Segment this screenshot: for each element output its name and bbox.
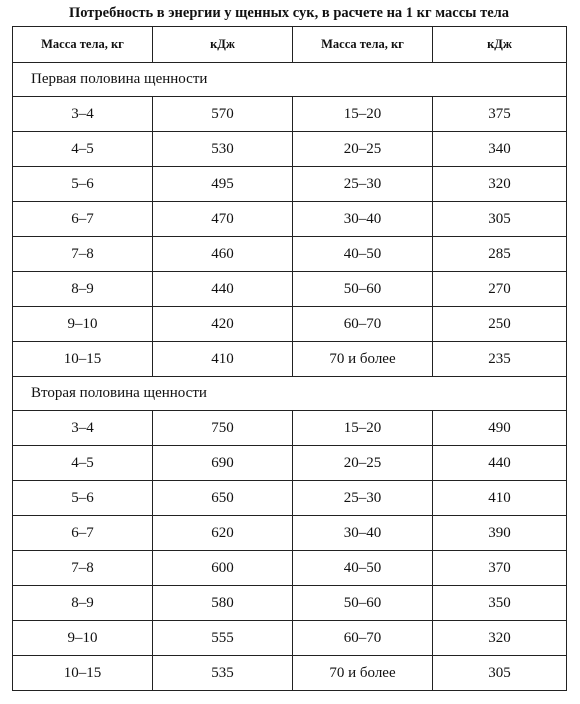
cell-body-mass-right: 70 и более <box>293 656 433 691</box>
cell-kj-right: 370 <box>433 551 567 586</box>
table-row <box>13 516 567 551</box>
cell-body-mass-right: 25–30 <box>293 167 433 202</box>
cell-body-mass-left: 4–5 <box>13 446 153 481</box>
cell-kj-right: 285 <box>433 237 567 272</box>
cell-kj-right: 340 <box>433 132 567 167</box>
header-body-mass-left: Масса тела, кг <box>13 27 153 63</box>
cell-kj-right: 305 <box>433 656 567 691</box>
cell-kj-right: 490 <box>433 411 567 446</box>
table-row <box>13 446 567 481</box>
header-row <box>13 27 567 63</box>
cell-body-mass-right: 70 и более <box>293 342 433 377</box>
cell-body-mass-left: 7–8 <box>13 551 153 586</box>
cell-kj-left: 495 <box>153 167 293 202</box>
cell-kj-left: 580 <box>153 586 293 621</box>
cell-body-mass-left: 3–4 <box>13 411 153 446</box>
cell-body-mass-right: 50–60 <box>293 272 433 307</box>
table-row <box>13 272 567 307</box>
table-title: Потребность в энергии у щенных сук, в расчете на 1 кг массы тела <box>68 5 510 21</box>
cell-body-mass-left: 9–10 <box>13 621 153 656</box>
table-row <box>13 586 567 621</box>
cell-kj-left: 440 <box>153 272 293 307</box>
cell-kj-right: 350 <box>433 586 567 621</box>
section-label: Вторая половина щенности <box>13 377 567 411</box>
cell-kj-left: 470 <box>153 202 293 237</box>
cell-kj-right: 410 <box>433 481 567 516</box>
cell-body-mass-left: 7–8 <box>13 237 153 272</box>
energy-requirements-table <box>12 26 567 691</box>
table-row <box>13 551 567 586</box>
cell-body-mass-left: 5–6 <box>13 167 153 202</box>
table-row <box>13 202 567 237</box>
cell-kj-left: 570 <box>153 97 293 132</box>
cell-body-mass-right: 30–40 <box>293 202 433 237</box>
cell-body-mass-right: 40–50 <box>293 237 433 272</box>
cell-kj-left: 750 <box>153 411 293 446</box>
table-row <box>13 411 567 446</box>
cell-body-mass-right: 20–25 <box>293 446 433 481</box>
section-row <box>13 377 567 411</box>
cell-kj-right: 390 <box>433 516 567 551</box>
cell-kj-right: 235 <box>433 342 567 377</box>
section-label: Первая половина щенности <box>13 63 567 97</box>
section-row <box>13 63 567 97</box>
header-kj-left: кДж <box>153 27 293 63</box>
table-row <box>13 307 567 342</box>
cell-kj-left: 600 <box>153 551 293 586</box>
table-row <box>13 132 567 167</box>
cell-body-mass-left: 8–9 <box>13 272 153 307</box>
cell-body-mass-left: 10–15 <box>13 656 153 691</box>
table-row <box>13 167 567 202</box>
cell-body-mass-right: 50–60 <box>293 586 433 621</box>
table-row <box>13 342 567 377</box>
table-row <box>13 237 567 272</box>
table-row <box>13 621 567 656</box>
cell-body-mass-right: 25–30 <box>293 481 433 516</box>
cell-kj-left: 650 <box>153 481 293 516</box>
header-body-mass-right: Масса тела, кг <box>293 27 433 63</box>
cell-kj-left: 620 <box>153 516 293 551</box>
cell-kj-left: 535 <box>153 656 293 691</box>
cell-body-mass-left: 4–5 <box>13 132 153 167</box>
table-row <box>13 97 567 132</box>
table-row <box>13 656 567 691</box>
cell-kj-right: 320 <box>433 621 567 656</box>
cell-kj-left: 420 <box>153 307 293 342</box>
cell-body-mass-right: 40–50 <box>293 551 433 586</box>
cell-kj-right: 270 <box>433 272 567 307</box>
cell-kj-right: 440 <box>433 446 567 481</box>
table-body <box>13 63 567 691</box>
cell-kj-right: 320 <box>433 167 567 202</box>
cell-kj-right: 375 <box>433 97 567 132</box>
cell-body-mass-left: 9–10 <box>13 307 153 342</box>
cell-body-mass-left: 6–7 <box>13 202 153 237</box>
cell-kj-left: 410 <box>153 342 293 377</box>
cell-body-mass-right: 20–25 <box>293 132 433 167</box>
cell-kj-right: 250 <box>433 307 567 342</box>
cell-kj-left: 530 <box>153 132 293 167</box>
cell-kj-left: 460 <box>153 237 293 272</box>
cell-body-mass-left: 3–4 <box>13 97 153 132</box>
cell-body-mass-right: 30–40 <box>293 516 433 551</box>
cell-body-mass-left: 6–7 <box>13 516 153 551</box>
cell-body-mass-left: 10–15 <box>13 342 153 377</box>
table-row <box>13 481 567 516</box>
cell-body-mass-right: 60–70 <box>293 621 433 656</box>
cell-body-mass-right: 15–20 <box>293 411 433 446</box>
cell-kj-left: 555 <box>153 621 293 656</box>
cell-kj-left: 690 <box>153 446 293 481</box>
cell-body-mass-right: 60–70 <box>293 307 433 342</box>
cell-body-mass-right: 15–20 <box>293 97 433 132</box>
cell-kj-right: 305 <box>433 202 567 237</box>
header-kj-right: кДж <box>433 27 567 63</box>
cell-body-mass-left: 8–9 <box>13 586 153 621</box>
cell-body-mass-left: 5–6 <box>13 481 153 516</box>
